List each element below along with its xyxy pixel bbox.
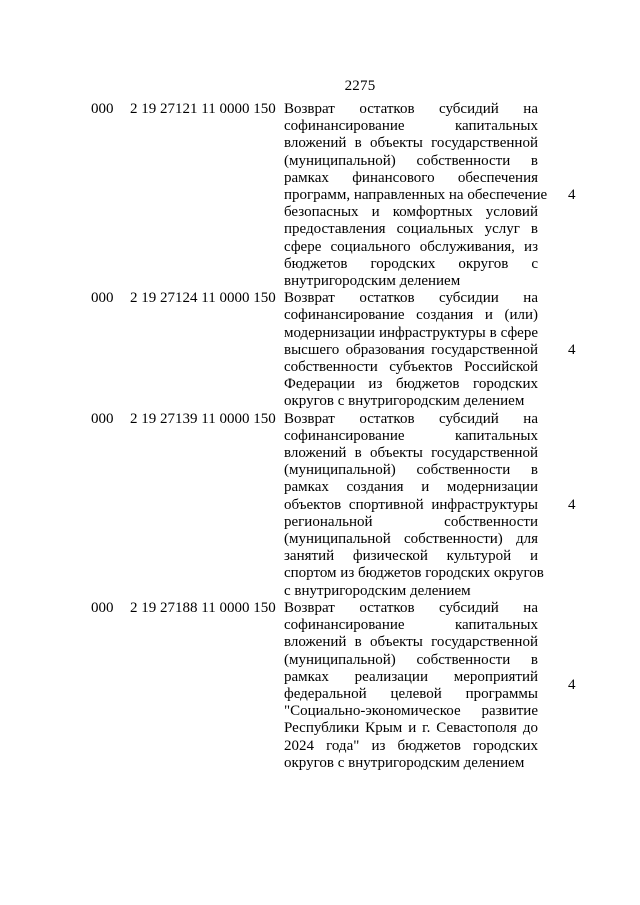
description-line: вложений в объекты государственной (284, 445, 538, 462)
table-row (0, 101, 640, 290)
description-line: округов с внутригородским делением (284, 393, 525, 410)
row-number: 4 (568, 496, 576, 513)
description-line: программ, направленных на обеспечение (284, 187, 548, 204)
description-line: с внутригородским делением (284, 582, 471, 599)
budget-classification-code: 2 19 27124 11 0000 150 (130, 290, 276, 307)
description-line: спортом из бюджетов городских округов (284, 565, 544, 582)
description-line: Возврат остатков субсидий на (284, 599, 538, 616)
description-line: рамках реализации мероприятий (284, 668, 538, 685)
description-line: (муниципальной) собственности в (284, 651, 538, 668)
description-line: Возврат остатков субсидии на (284, 290, 538, 307)
description-line: "Социально-экономическое развитие (284, 703, 538, 720)
budget-code-table (0, 101, 640, 772)
description-line: 2024 года" из бюджетов городских (284, 737, 538, 754)
description-line: Возврат остатков субсидий на (284, 410, 538, 427)
row-number: 4 (568, 187, 576, 203)
description-line: региональной собственности (284, 513, 538, 530)
page-number: 2275 (344, 78, 376, 94)
description-line: федеральной целевой программы (284, 685, 538, 702)
row-number: 4 (568, 676, 576, 693)
description-line: (муниципальной) собственности в (284, 152, 538, 169)
description-line: округов с внутригородским делением (284, 754, 525, 771)
description-line: Возврат остатков субсидий на (284, 101, 538, 117)
table-row (0, 600, 640, 772)
budget-classification-code: 2 19 27121 11 0000 150 (130, 101, 276, 117)
table-row (0, 411, 640, 600)
description-line: Федерации из бюджетов городских (284, 376, 538, 393)
description-line: безопасных и комфортных условий (284, 204, 538, 221)
description-line: софинансирование капитальных (284, 118, 538, 135)
admin-code: 000 (91, 290, 114, 307)
description-line: (муниципальной собственности) для (284, 531, 538, 548)
income-description (284, 101, 548, 290)
income-description (284, 410, 544, 600)
budget-classification-code: 2 19 27188 11 0000 150 (130, 599, 276, 616)
description-line: вложений в объекты государственной (284, 135, 538, 152)
description-line: собственности субъектов Российской (284, 359, 538, 376)
income-description (284, 600, 538, 772)
description-line: высшего образования государственной (284, 341, 538, 358)
income-description (284, 290, 538, 410)
description-line: рамках финансового обеспечения (284, 169, 538, 186)
description-line: софинансирование создания и (или) (284, 307, 538, 324)
admin-code: 000 (91, 101, 114, 117)
description-line: сфере социального обслуживания, из (284, 238, 538, 255)
description-line: занятий физической культурой и (284, 548, 538, 565)
budget-classification-code: 2 19 27139 11 0000 150 (130, 410, 276, 427)
description-line: Республики Крым и г. Севастополя до (284, 720, 538, 737)
description-line: софинансирование капитальных (284, 617, 538, 634)
description-line: предоставления социальных услуг в (284, 221, 538, 238)
description-line: вложений в объекты государственной (284, 634, 538, 651)
row-number: 4 (568, 342, 576, 359)
admin-code: 000 (91, 410, 114, 427)
description-line: рамках создания и модернизации (284, 479, 538, 496)
admin-code: 000 (91, 599, 114, 616)
description-line: внутригородским делением (284, 273, 461, 290)
description-line: (муниципальной) собственности в (284, 462, 538, 479)
description-line: софинансирование капитальных (284, 427, 538, 444)
description-line: модернизации инфраструктуры в сфере (284, 324, 538, 341)
table-row (0, 290, 640, 410)
description-line: объектов спортивной инфраструктуры (284, 496, 538, 513)
description-line: бюджетов городских округов с (284, 255, 538, 272)
